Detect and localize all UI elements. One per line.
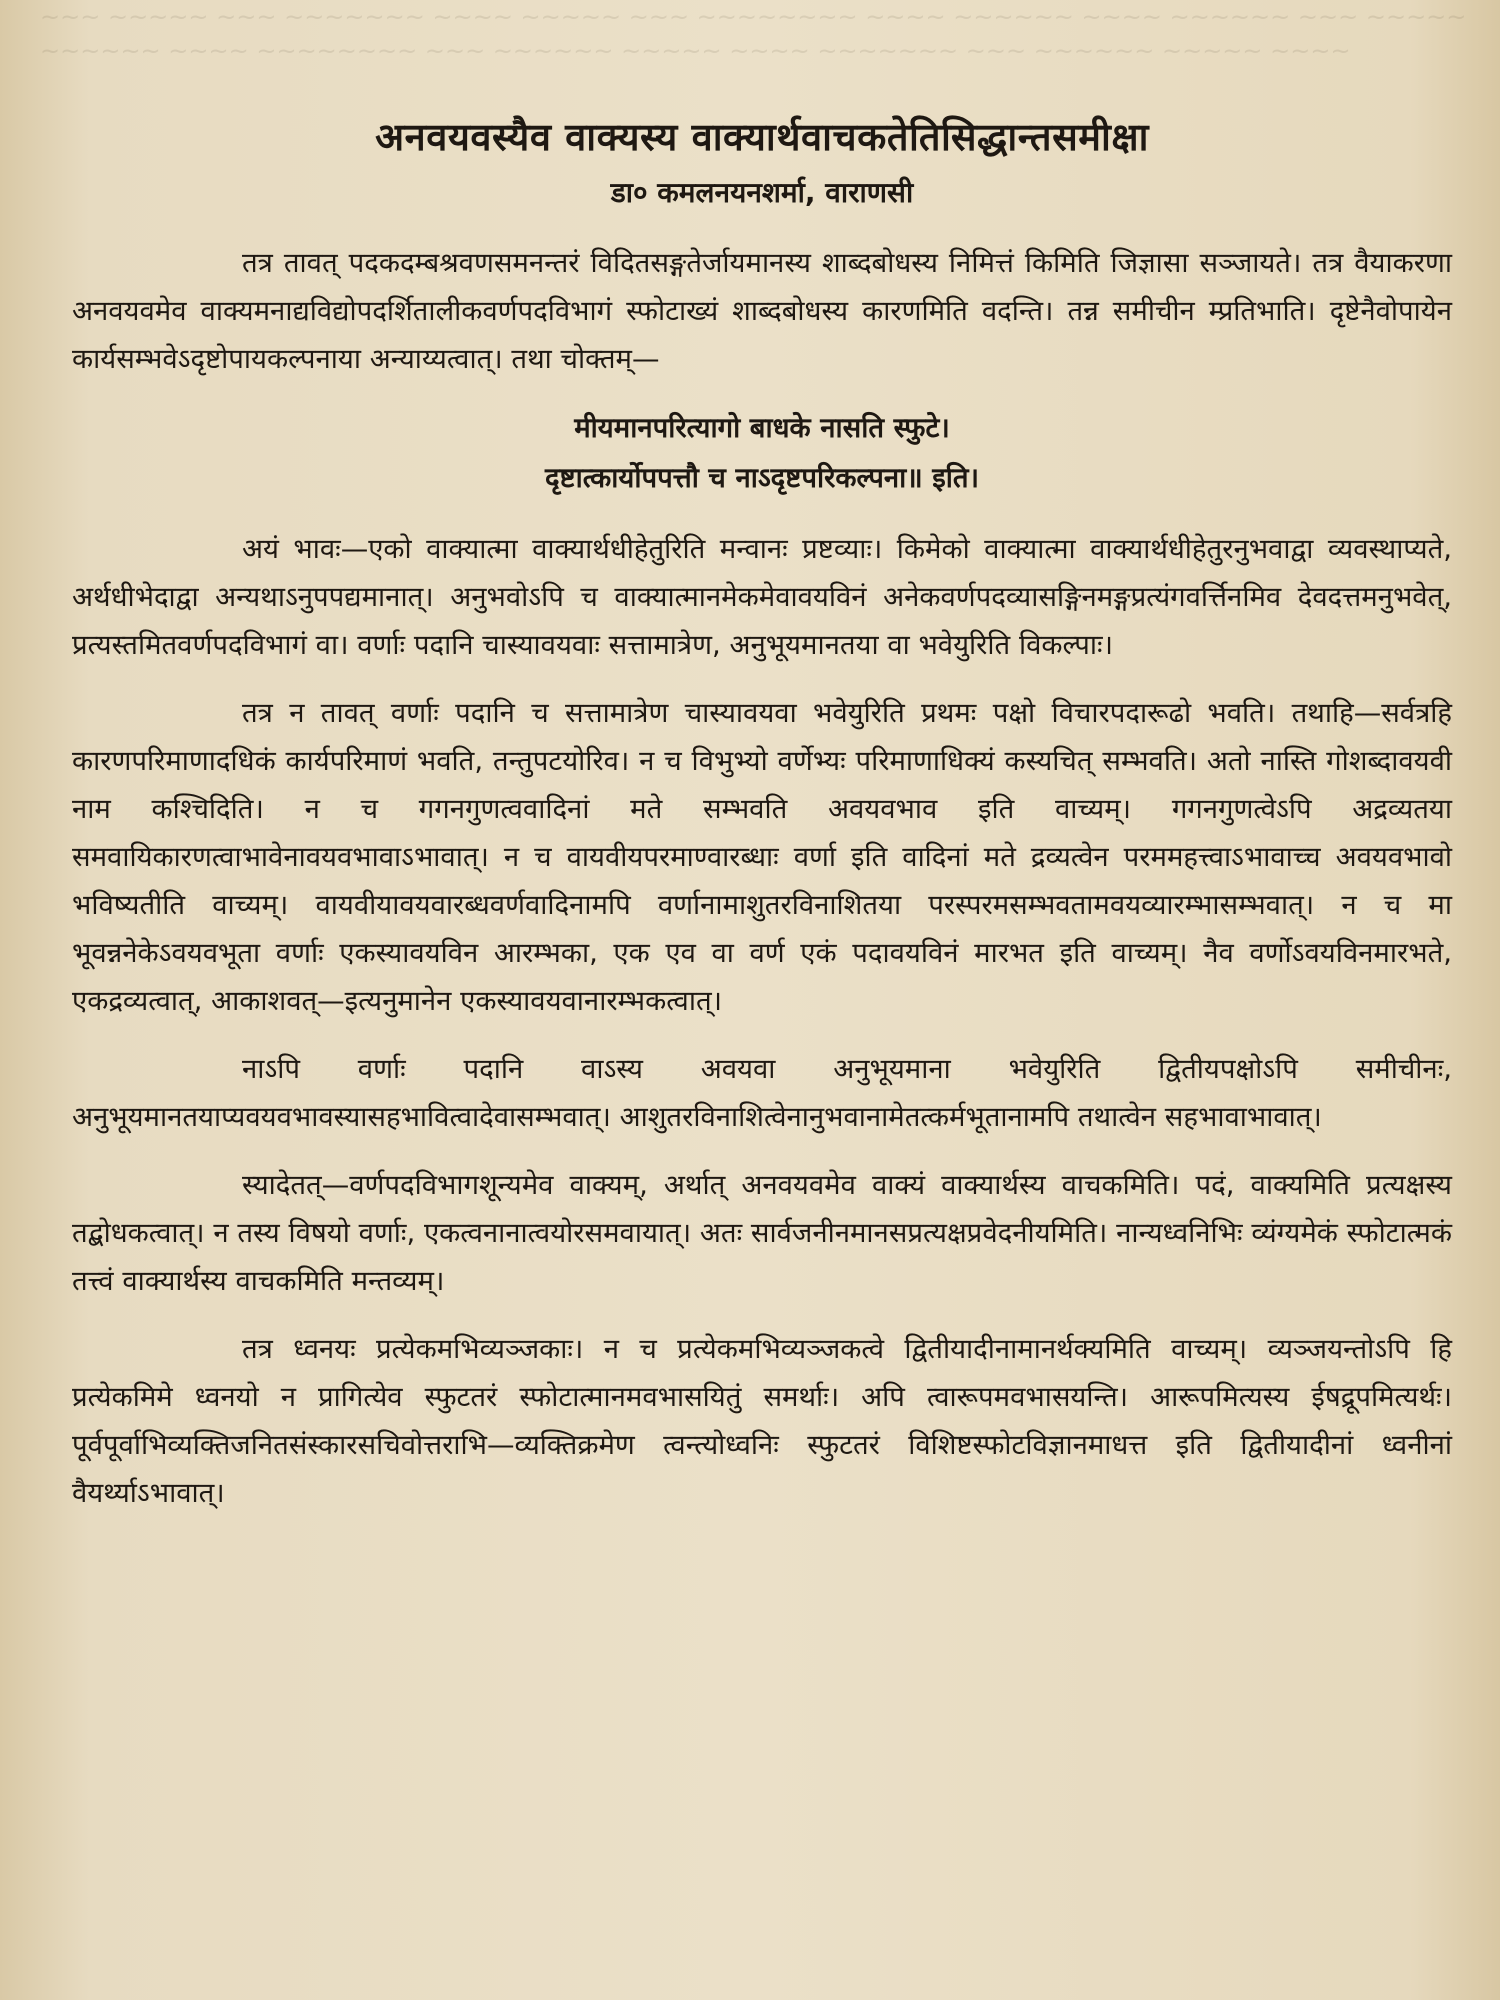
author-line: डा० कमलनयनशर्मा, वाराणसी bbox=[610, 176, 914, 209]
paragraph-objection: स्यादेतत्—वर्णपदविभागशून्यमेव वाक्यम्, अर्थात् अनवयवमेव वाक्यं वाक्यार्थस्य वाचकमिति। पदं, वाक्यमिति प्रत्यक्षस्य तद्बोधकत्वात्। न तस्य विषयो वर्णाः, एकत्वनानात्वयोरसमवायात्। अतः सार्वजनीनमानसप्रत्यक्षप्रवेदनीयमिति। नान्यध्वनिभिः व्यंग्यमेकं स्फोटात्मकं तत्त्वं वाक्यार्थस्य वाचकमिति मन्तव्यम्। bbox=[72, 1169, 1452, 1297]
verse-line-1: मीयमानपरित्यागो बाधके नासति स्फुटे। bbox=[574, 412, 950, 444]
bleed-through-texture: ~~~ ~~~~~ ~~~ ~~~~~~~ ~~~~ ~~~~~ ~~~ ~~~~~~~~ ~~~~ ~~~~~~ ~~~~ ~~~~~~ ~~~ ~~~~~ ~~~~~~ ~~~~ ~~~~~~~~ ~~~ ~~~~~~ ~~~~~ ~~~~ ~~~~~~~ ~~~ ~~~~~~ ~~~~~ ~~~~ bbox=[40, 3, 1467, 65]
article-title: अनवयवस्यैव वाक्यस्य वाक्यार्थवाचकतेतिसिद्धान्तसमीक्षा bbox=[375, 115, 1149, 159]
paragraph-first-option: तत्र न तावत् वर्णाः पदानि च सत्तामात्रेण चास्यावयवा भवेयुरिति प्रथमः पक्षो विचारपदारूढो भवति। तथाहि—सर्वत्रहि कारणपरिमाणादधिकं कार्यपरिमाणं भवति, तन्तुपटयोरिव। न च विभुभ्यो वर्णेभ्यः परिमाणाधिक्यं कस्यचित् सम्भवति। अतो नास्ति गोशब्दावयवी नाम कश्चिदिति। न च गगनगुणत्ववादिनां मते सम्भवति अवयवभाव इति वाच्यम्। गगनगुणत्वेऽपि अद्रव्यतया समवायिकारणत्वाभावेनावयवभावाऽभावात्। न च वायवीयपरमाण्वारब्धाः वर्णा इति वादिनां मते द्रव्यत्वेन परममहत्त्वाऽभावाच्च अवयवभावो भविष्यतीति वाच्यम्। वायवीयावयवारब्धवर्णवादिनामपि वर्णानामाशुतरविनाशितया परस्परमसम्भवतामवयव्यारम्भासम्भवात्। न च मा भूवन्ननेकेऽवयवभूता वर्णाः एकस्यावयविन आरम्भका, एक एव वा वर्ण एकं पदावयविनं मारभत इति वाच्यम्। नैव वर्णोऽवयविनमारभते, एकद्रव्यत्वात्, आकाशवत्—इत्यनुमानेन एकस्यावयवानारम्भकत्वात्। bbox=[72, 697, 1452, 1017]
paragraph-second-option: नाऽपि वर्णाः पदानि वाऽस्य अवयवा अनुभूयमाना भवेयुरिति द्वितीयपक्षोऽपि समीचीनः, अनुभूयमानतयाप्यवयवभावस्यासहभावित्वादेवासम्भवात्। आशुतरविनाशित्वेनानुभवानामेतत्कर्मभूतानामपि तथात्वेन सहभावाभावात्। bbox=[72, 1053, 1452, 1133]
verse-quote bbox=[72, 403, 1452, 503]
verse-line-2: दृष्टात्कार्योपपत्तौ च नाऽदृष्टपरिकल्पना॥ इति। bbox=[544, 462, 980, 494]
paragraph-explanation: अयं भावः—एको वाक्यात्मा वाक्यार्थधीहेतुरिति मन्वानः प्रष्टव्याः। किमेको वाक्यात्मा वाक्यार्थधीहेतुरनुभवाद्वा व्यवस्थाप्यते, अर्थधीभेदाद्वा अन्यथाऽनुपपद्यमानात्। अनुभवोऽपि च वाक्यात्मानमेकमेवावयविनं अनेकवर्णपदव्यासङ्गिनमङ्गप्रत्यंगवर्त्तिनमिव देवदत्तमनुभवेत्, प्रत्यस्तमितवर्णपदविभागं वा। वर्णाः पदानि चास्यावयवाः सत्तामात्रेण, अनुभूयमानतया वा भवेयुरिति विकल्पाः। bbox=[72, 533, 1452, 661]
paragraph-intro: तत्र तावत् पदकदम्बश्रवणसमनन्तरं विदितसङ्गतेर्जायमानस्य शाब्दबोधस्य निमित्तं किमिति जिज्ञासा सञ्जायते। तत्र वैयाकरणा अनवयवमेव वाक्यमनाद्यविद्योपदर्शितालीकवर्णपदविभागं स्फोटाख्यं शाब्दबोधस्य कारणमिति वदन्ति। तन्न समीचीन म्प्रतिभाति। दृष्टेनैवोपायेन कार्यसम्भवेऽदृष्टोपायकल्पनाया अन्याय्यत्वात्। तथा चोक्तम्— bbox=[72, 247, 1452, 375]
paragraph-dhvani: तत्र ध्वनयः प्रत्येकमभिव्यञ्जकाः। न च प्रत्येकमभिव्यञ्जकत्वे द्वितीयादीनामानर्थक्यमिति वाच्यम्। व्यञ्जयन्तोऽपि हि प्रत्येकमिमे ध्वनयो न प्रागित्येव स्फुटतरं स्फोटात्मानमवभासयितुं समर्थाः। अपि त्वारूपमवभासयन्ति। आरूपमित्यस्य ईषद्रूपमित्यर्थः। पूर्वपूर्वाभिव्यक्तिजनितसंस्कारसचिवोत्तराभि—व्यक्तिक्रमेण त्वन्त्योध्वनिः स्फुटतरं विशिष्टस्फोटविज्ञानमाधत्त इति द्वितीयादीनां ध्वनीनां वैयर्थ्याऽभावात्। bbox=[72, 1333, 1452, 1509]
